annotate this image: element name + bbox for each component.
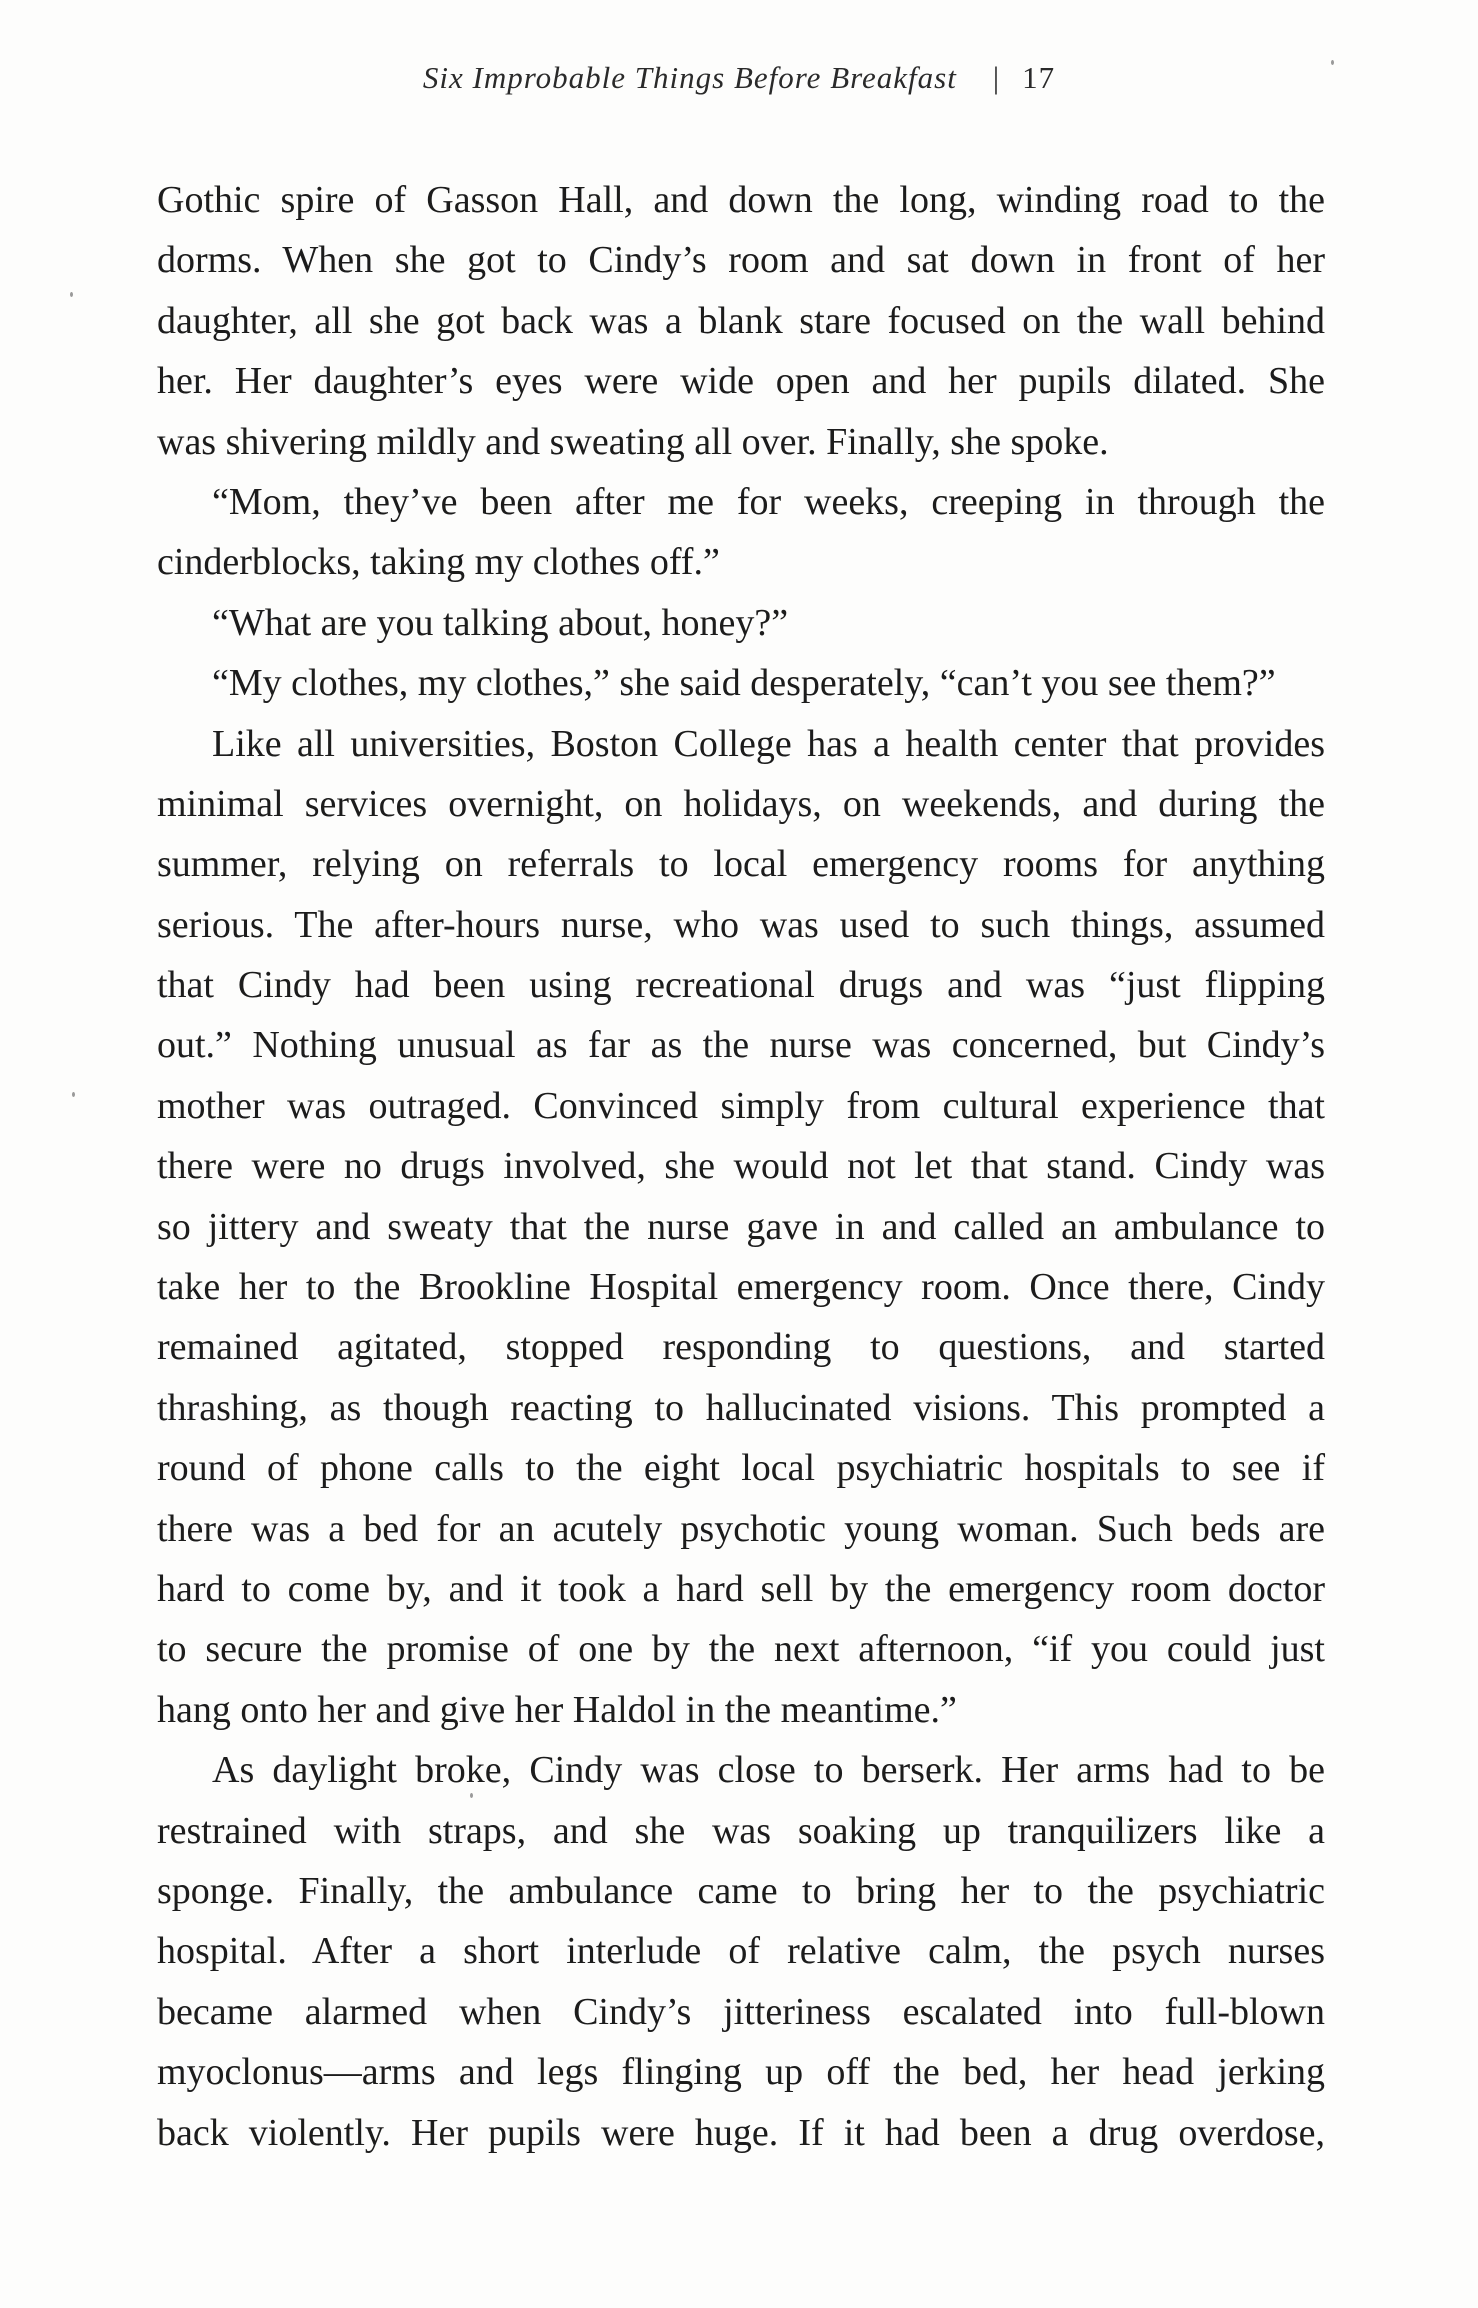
scan-speck xyxy=(72,1092,75,1097)
text-line: serious. The after-hours nurse, who was used to such things, assumed xyxy=(157,903,1325,946)
text-line: round of phone calls to the eight local psychiatric hospitals to see if xyxy=(157,1447,1325,1490)
text-line: became alarmed when Cindy’s jitteriness escalated into full-blown xyxy=(157,1990,1325,2033)
text-line: “My clothes, my clothes,” she said desperately, “can’t you see them?” xyxy=(212,662,1276,705)
text-line: minimal services overnight, on holidays, on weekends, and during the xyxy=(157,782,1325,825)
text-line: myoclonus—arms and legs flinging up off the bed, her head jerking xyxy=(157,2051,1325,2094)
text-line: hard to come by, and it took a hard sell by the emergency room doctor xyxy=(157,1567,1325,1610)
text-line: “What are you talking about, honey?” xyxy=(212,601,789,644)
text-line: As daylight broke, Cindy was close to berserk. Her arms had to be xyxy=(212,1749,1325,1792)
text-line: to secure the promise of one by the next afternoon, “if you could just xyxy=(157,1628,1325,1671)
text-line: daughter, all she got back was a blank stare focused on the wall behind xyxy=(157,299,1325,342)
running-head-separator: | xyxy=(992,60,1001,95)
text-line: was shivering mildly and sweating all over. Finally, she spoke. xyxy=(157,420,1109,463)
text-line: summer, relying on referrals to local emergency rooms for anything xyxy=(157,843,1325,886)
text-line: out.” Nothing unusual as far as the nurse was concerned, but Cindy’s xyxy=(157,1024,1325,1067)
text-line: so jittery and sweaty that the nurse gave in and called an ambulance to xyxy=(157,1205,1325,1248)
text-line: mother was outraged. Convinced simply from cultural experience that xyxy=(157,1084,1325,1127)
text-line: her. Her daughter’s eyes were wide open and her pupils dilated. She xyxy=(157,360,1325,403)
text-line: sponge. Finally, the ambulance came to bring her to the psychiatric xyxy=(157,1869,1325,1912)
text-line: take her to the Brookline Hospital emergency room. Once there, Cindy xyxy=(157,1266,1325,1309)
text-line: remained agitated, stopped responding to questions, and started xyxy=(157,1326,1325,1369)
scan-speck xyxy=(70,292,73,297)
running-head-title: Six Improbable Things Before Breakfast xyxy=(422,60,957,95)
text-line: there was a bed for an acutely psychotic young woman. Such beds are xyxy=(157,1507,1325,1550)
text-line: thrashing, as though reacting to hallucinated visions. This prompted a xyxy=(157,1386,1325,1429)
scan-speck xyxy=(1331,60,1334,65)
text-line: cinderblocks, taking my clothes off.” xyxy=(157,541,720,584)
text-line: hospital. After a short interlude of relative calm, the psych nurses xyxy=(157,1930,1325,1973)
text-line: restrained with straps, and she was soaking up tranquilizers like a xyxy=(157,1809,1325,1852)
text-line: back violently. Her pupils were huge. If it had been a drug overdose, xyxy=(157,2111,1325,2154)
text-line: there were no drugs involved, she would not let that stand. Cindy was xyxy=(157,1145,1325,1188)
page-number: 17 xyxy=(1022,60,1056,95)
text-line: Gothic spire of Gasson Hall, and down the long, winding road to the xyxy=(157,179,1325,221)
text-line: hang onto her and give her Haldol in the meantime.” xyxy=(157,1688,957,1731)
scan-speck xyxy=(470,1793,473,1798)
text-line: “Mom, they’ve been after me for weeks, creeping in through the xyxy=(212,480,1325,523)
text-line: Like all universities, Boston College has a health center that provides xyxy=(212,722,1325,765)
text-line: dorms. When she got to Cindy’s room and sat down in front of her xyxy=(157,239,1325,282)
running-head xyxy=(0,60,1478,96)
text-line: that Cindy had been using recreational drugs and was “just flipping xyxy=(157,964,1325,1007)
body-text xyxy=(157,170,1325,2163)
